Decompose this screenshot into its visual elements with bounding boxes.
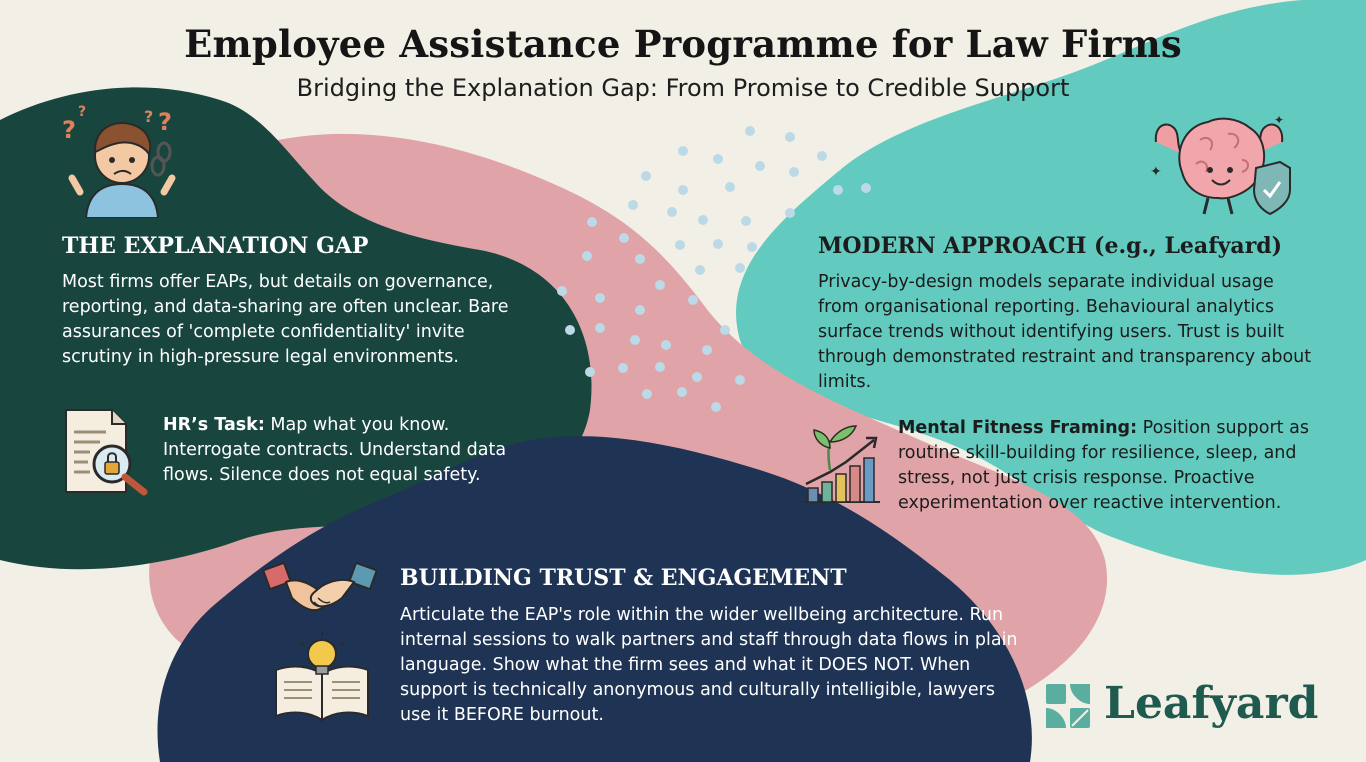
- book-lightbulb-icon: [272, 630, 372, 724]
- growth-chart-icon: [800, 418, 884, 508]
- leafyard-logo: [1046, 680, 1356, 740]
- brand-name: Leafyard: [1104, 678, 1319, 729]
- mental-fitness-note: [898, 416, 1328, 516]
- svg-text:?: ?: [62, 116, 76, 144]
- mental-fitness-label: Mental Fitness Framing:: [898, 418, 1138, 438]
- confused-person-icon: [58, 100, 188, 218]
- svg-text:✦: ✦: [1150, 164, 1162, 180]
- page-subtitle: Bridging the Explanation Gap: From Promise to Credible Support: [296, 74, 1070, 102]
- strong-brain-icon: [1146, 112, 1296, 218]
- svg-text:?: ?: [144, 107, 154, 126]
- mental-fitness-text: Position support as routine skill-building for resilience, sleep, and stress, not just crisis response. Proactive experimentation over reactive intervention.: [898, 418, 1309, 513]
- building-trust-heading: BUILDING TRUST & ENGAGEMENT: [400, 565, 847, 591]
- hr-task-note: [163, 413, 533, 488]
- page-title: Employee Assistance Programme for Law Firms: [184, 22, 1182, 66]
- modern-approach-body: Privacy-by-design models separate individual usage from organisational reporting. Behavioural analytics surface trends without identifying users. Trust is built through demonstrated restraint and transparency about limits.: [818, 272, 1312, 392]
- leafyard-logo-icon: [1046, 684, 1090, 728]
- svg-text:✦: ✦: [1274, 113, 1285, 127]
- explanation-gap-heading: THE EXPLANATION GAP: [62, 233, 369, 259]
- modern-approach-heading: MODERN APPROACH (e.g., Leafyard): [818, 233, 1283, 259]
- explanation-gap-body: Most firms offer EAPs, but details on governance, reporting, and data-sharing are often unclear. Bare assurances of 'complete confidentiality' invite scrutiny in high-pressure legal environments.: [62, 272, 509, 367]
- svg-text:?: ?: [78, 104, 87, 120]
- building-trust-body: Articulate the EAP's role within the wider wellbeing architecture. Run internal sessions to walk partners and staff through data flows in plain language. Show what the firm sees and what it DOES NOT. When support is technically anonymous and culturally intelligible, lawyers use it BEFORE burnout.: [400, 605, 1018, 725]
- svg-text:?: ?: [158, 108, 172, 136]
- handshake-icon: [262, 552, 378, 622]
- hr-task-text: Map what you know. Interrogate contracts. Understand data flows. Silence does not equal safety.: [163, 415, 507, 485]
- document-lock-search-icon: [60, 406, 152, 496]
- hr-task-label: HR’s Task:: [163, 415, 265, 435]
